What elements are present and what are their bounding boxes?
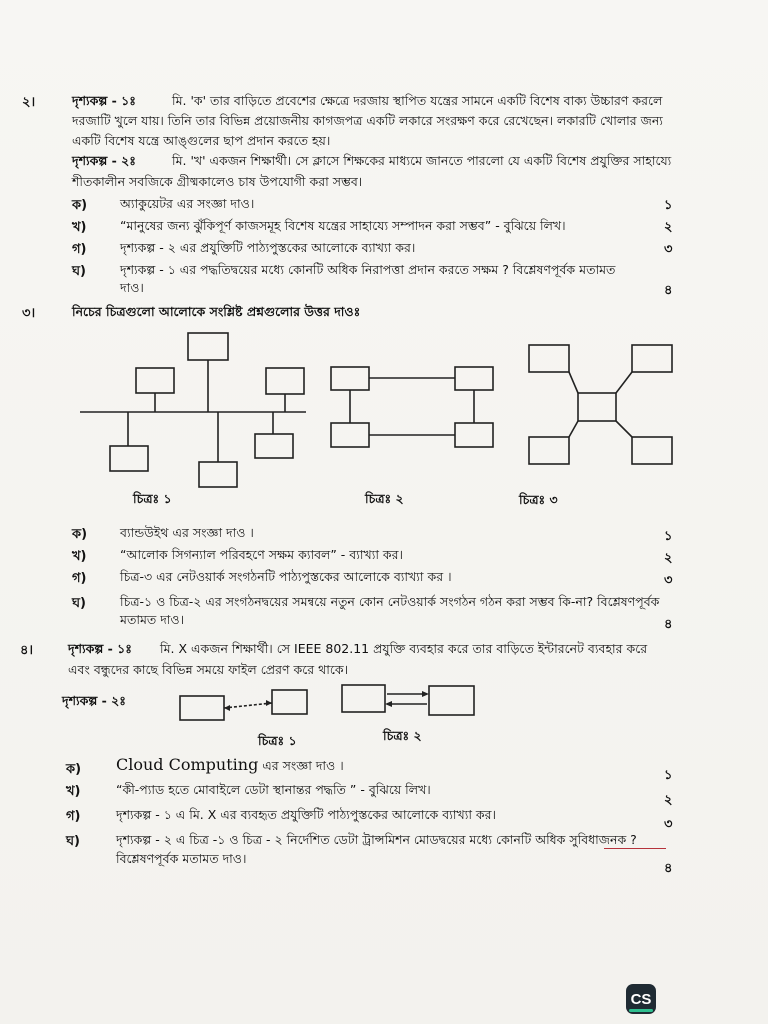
q4-item-gha-mark: ৪ xyxy=(664,861,673,876)
q3-item-kha-mark: ২ xyxy=(664,551,673,566)
q3-caption-fig2: চিত্রঃ ২ xyxy=(365,491,404,506)
q2-item-kha-text: “মানুষের জন্য ঝুঁকিপূর্ণ কাজসমূহ বিশেষ যন্ত্রের সাহায্যে সম্পাদন করা সম্ভব” - বুঝিয়ে লিখ। xyxy=(120,218,566,233)
q4-item-ga-text: দৃশ্যকল্প - ১ এ মি. X এর ব্যবহৃত প্রযুক্তিটি পাঠ্যপুস্তকের আলোকে ব্যাখ্যা কর। xyxy=(116,807,497,822)
q3-item-ga-label: গ) xyxy=(72,571,87,586)
q2-item-ka-mark: ১ xyxy=(664,198,673,213)
question-4-number: ৪। xyxy=(20,643,34,658)
q4-item-kha-text: “কী-প্যাড হতে মোবাইলে ডেটা স্থানান্তর পদ্ধতি ” - বুঝিয়ে লিখ। xyxy=(116,782,431,797)
q4-caption-fig2: চিত্রঃ ২ xyxy=(383,728,422,743)
q4-item-ka-text xyxy=(116,757,344,774)
fig1-node-upper-left xyxy=(136,368,174,393)
q4-fig1-arrow-left xyxy=(224,705,230,711)
q4-item-ka-rest: এর সংজ্ঞা দাও । xyxy=(258,758,344,773)
q4-fig2-arrow-left xyxy=(385,701,392,707)
q3-item-gha-text: চিত্র-১ ও চিত্র-২ এর সংগঠনদ্বয়ের সমন্বয়ে নতুন কোন নেটওয়ার্ক সংগঠন গঠন করা সম্ভব কি-না? বিশ্লেষণপূর্বক xyxy=(120,594,660,609)
q3-intro: নিচের চিত্রগুলো আলোকে সংশ্লিষ্ট প্রশ্নগুলোর উত্তর দাওঃ xyxy=(72,304,361,319)
q4-fig2-right-box xyxy=(429,686,474,715)
q2-item-ga-mark: ৩ xyxy=(664,242,673,257)
q4-item-kha-mark: ২ xyxy=(664,793,673,808)
fig3-node-top-left xyxy=(529,345,569,372)
q2-scenario1-line1: মি. 'ক' তার বাড়িতে প্রবেশের ক্ষেত্রে দরজায় স্থাপিত যন্ত্রের সামনে একটি বিশেষ বাক্য উচ্চারণ করলে xyxy=(172,93,663,108)
q2-scenario2-label: দৃশ্যকল্প - ২ঃ xyxy=(72,153,136,168)
q3-item-kha-text: “আলোক সিগন্যাল পরিবহণে সক্ষম ক্যাবল” - ব্যাখ্যা কর। xyxy=(120,547,404,562)
q2-scenario2-line2: শীতকালীন সবজিকে গ্রীষ্মকালেও চাষ উপযোগী করা সম্ভব। xyxy=(72,174,363,189)
fig2-node-bottom-left xyxy=(331,423,369,447)
q3-item-ga-text: চিত্র-৩ এর নেটওয়ার্ক সংগঠনটি পাঠ্যপুস্তকের আলোকে ব্যাখ্যা কর । xyxy=(120,569,452,584)
q4-item-ka-label: ক) xyxy=(66,762,82,777)
q3-item-ka-mark: ১ xyxy=(664,529,673,544)
q2-item-ka-text: অ্যাকুয়েটর এর সংজ্ঞা দাও। xyxy=(120,196,255,211)
q4-item-ka-term: Cloud Computing xyxy=(116,755,259,774)
q2-scenario1-line3: একটি বিশেষ যন্ত্রে আঙ্গুলের ছাপ প্রদান করতে হয়। xyxy=(72,133,331,148)
q4-scenario1-line1: মি. X একজন শিক্ষার্থী। সে IEEE 802.11 প্রযুক্তি ব্যবহার করে তার বাড়িতে ইন্টারনেট ব্যবহার করে xyxy=(160,641,648,656)
q2-item-ga-text: দৃশ্যকল্প - ২ এর প্রযুক্তিটি পাঠ্যপুস্তকের আলোকে ব্যাখ্যা কর। xyxy=(120,240,416,255)
handwritten-underline xyxy=(604,848,666,849)
q2-item-kha-label: খ) xyxy=(72,220,87,235)
question-3-number: ৩। xyxy=(22,306,36,321)
q4-item-ga-mark: ৩ xyxy=(664,817,673,832)
q4-caption-fig1: চিত্রঃ ১ xyxy=(258,733,297,748)
q4-fig2-left-box xyxy=(342,685,385,712)
q2-item-ga-label: গ) xyxy=(72,242,87,257)
q4-item-gha-text2: বিশ্লেষণপূর্বক মতামত দাও। xyxy=(116,851,247,866)
q4-fig1-arrow-right xyxy=(266,700,272,706)
fig2-node-top-left xyxy=(331,367,369,390)
question-2-number: ২। xyxy=(22,95,36,110)
fig3-node-top-right xyxy=(632,345,672,372)
fig1-node-top xyxy=(188,333,228,360)
q4-item-ga-label: গ) xyxy=(66,809,81,824)
q4-fig1-left-box xyxy=(180,696,224,720)
q2-item-ka-label: ক) xyxy=(72,198,88,213)
q3-caption-fig3: চিত্রঃ ৩ xyxy=(519,492,558,507)
q3-caption-fig1: চিত্রঃ ১ xyxy=(133,491,172,506)
q2-item-gha-text: দৃশ্যকল্প - ১ এর পদ্ধতিদ্বয়ের মধ্যে কোনটি অধিক নিরাপত্তা প্রদান করতে সক্ষম ? বিশ্লেষণপূর্বক মতামত xyxy=(120,262,616,277)
fig3-node-bottom-left xyxy=(529,437,569,464)
q4-fig2-arrow-right xyxy=(422,691,429,697)
camscanner-logo xyxy=(626,984,656,1014)
q3-item-gha-label: ঘ) xyxy=(72,596,86,611)
q4-scenario1-line2: এবং বন্ধুদের কাছে বিভিন্ন সময়ে ফাইল প্রেরণ করে থাকে। xyxy=(68,662,349,677)
q2-item-gha-text2: দাও। xyxy=(120,280,144,295)
q2-item-gha-mark: ৪ xyxy=(664,283,673,298)
q3-item-kha-label: খ) xyxy=(72,549,87,564)
q2-item-gha-label: ঘ) xyxy=(72,264,86,279)
fig1-node-upper-right xyxy=(266,368,304,394)
q2-scenario2-line1: মি. 'খ' একজন শিক্ষার্থী। সে ক্লাসে শিক্ষকের মাধ্যমে জানতে পারলো যে একটি বিশেষ প্রযুক্তির সাহায্যে xyxy=(172,153,672,168)
q4-item-gha-text: দৃশ্যকল্প - ২ এ চিত্র -১ ও চিত্র - ২ নির্দেশিত ডেটা ট্রান্সমিশন মোডদ্বয়ের মধ্যে কোনটি অধিক সুবিধাজনক ? xyxy=(116,832,637,847)
q3-item-ka-text: ব্যান্ডউইথ এর সংজ্ঞা দাও । xyxy=(120,525,254,540)
q4-item-ka-mark: ১ xyxy=(664,768,673,783)
camscanner-logo-text: CS xyxy=(630,990,652,1008)
q3-item-gha-text2: মতামত দাও। xyxy=(120,612,185,627)
q4-item-kha-label: খ) xyxy=(66,784,81,799)
fig2-node-bottom-right xyxy=(455,423,493,447)
q2-scenario1-line2: দরজাটি খুলে যায়। তিনি তার বিভিন্ন প্রয়োজনীয় কাগজপত্র একটি লকারে সংরক্ষণ করে রেখেছেন। লকারটি খোলার জন্য xyxy=(72,113,663,128)
q4-fig1-right-box xyxy=(272,690,307,714)
q4-scenario1-label: দৃশ্যকল্প - ১ঃ xyxy=(68,641,132,656)
fig1-node-lower-right xyxy=(255,434,293,458)
fig1-node-lower-left xyxy=(110,446,148,471)
q3-item-ka-label: ক) xyxy=(72,527,88,542)
fig3-hub xyxy=(578,393,616,421)
q3-item-ga-mark: ৩ xyxy=(664,573,673,588)
q2-item-kha-mark: ২ xyxy=(664,220,673,235)
q2-scenario1-label: দৃশ্যকল্প - ১ঃ xyxy=(72,93,136,108)
q3-item-gha-mark: ৪ xyxy=(664,617,673,632)
fig1-node-lower-middle xyxy=(199,462,237,487)
fig2-node-top-right xyxy=(455,367,493,390)
q4-item-gha-label: ঘ) xyxy=(66,834,80,849)
fig3-node-bottom-right xyxy=(632,437,672,464)
q4-scenario2-label: দৃশ্যকল্প - ২ঃ xyxy=(62,693,126,708)
